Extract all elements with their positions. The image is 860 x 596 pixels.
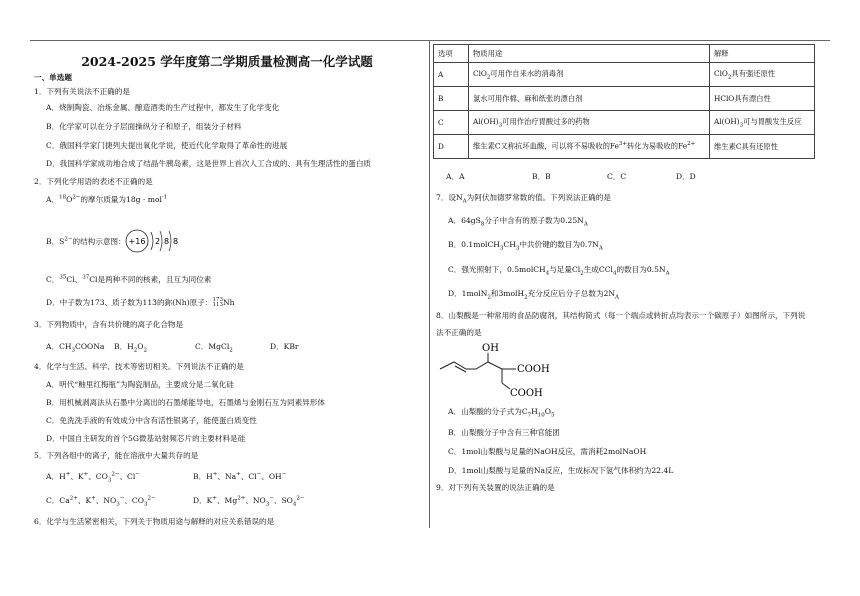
page-title: 2024-2025 学年度第二学期质量检测高一化学试题 <box>81 54 373 69</box>
q9-stem: 9．对下列有关装置的说法正确的是 <box>436 483 555 492</box>
shell-1: 2 <box>155 237 161 246</box>
q4-option-c: C．免洗洗手液的有效成分中含有活性银离子，能使蛋白质变性 <box>46 416 257 425</box>
table-row: A ClO$_2$可用作自来水的消毒剂 ClO$_2$具有强还原性 <box>434 63 815 87</box>
q7-stem: 7．设$N_A$为阿伏加德罗常数的值。下列说法正确的是 <box>436 193 611 205</box>
q3-stem: 3．下列物质中，含有共价键的离子化合物是 <box>34 320 184 329</box>
q2-option-a: A．$^{18}O^{2-}$的摩尔质量为18g · mol$^{-1}$ <box>46 194 168 204</box>
sorbic-acid-structure-diagram <box>436 339 566 401</box>
q5-option-a: A．H+、K+、$CO_3^{2-}$、Cl− <box>46 471 140 484</box>
q2-option-b: B．$S^{2-}$的结构示意图： <box>46 236 126 246</box>
table-header: 选项 <box>434 45 469 63</box>
q6-option-d: D．D <box>676 172 696 181</box>
top-rule <box>30 40 830 41</box>
q4-option-d: D．中国自主研发的首个5G微基站射频芯片的主要材料是硅 <box>46 434 246 443</box>
q6-option-c: C．C <box>607 172 627 181</box>
shell-2: 8 <box>164 237 170 246</box>
sulfide-ion-structure-diagram <box>124 228 184 254</box>
q6-stem: 6．化学与生活紧密相关，下列关于物质用途与解释的对应关系错误的是 <box>34 517 275 526</box>
column-divider <box>429 40 430 528</box>
q7-option-d: D．1molN$_2$和3molH$_2$充分反应后分子总数为$2N_A$ <box>448 289 620 301</box>
q3-option-b: B．$H_2O_2$ <box>114 342 148 354</box>
table-header: 物质用途 <box>469 45 710 63</box>
q1-option-d: D．我国科学家成功地合成了结晶牛胰岛素，这是世界上首次人工合成的、具有生理活性的蛋白质 <box>46 159 372 168</box>
cooh-label-1: COOH <box>517 364 550 375</box>
q8-option-d: D．1mol山梨酸与足量的Na反应，生成标况下氢气体积约为22.4L <box>448 466 674 475</box>
q8-option-b: B．山梨酸分子中含有三种官能团 <box>448 428 560 437</box>
q5-stem: 5．下列各组中的离子，能在溶液中大量共存的是 <box>34 451 199 460</box>
q8-stem-line1: 8．山梨酸是一种常用的食品防腐剂，其结构简式（每一个端点或转折点均表示一个碳原子）如图所示，下列说 <box>436 311 806 320</box>
table-row: D 维生素C又称抗坏血酸，可以将不易吸收的$Fe^{3+}$转化为易吸收的$Fe^{2+}$ 维生素C具有还原性 <box>434 135 815 159</box>
nucleus-charge: +16 <box>128 237 146 246</box>
q8-option-c: C．1mol山梨酸与足量的NaOH反应，需消耗2molNaOH <box>448 447 647 456</box>
q2-option-c: C．$^{35}$Cl、$^{37}$Cl是两种不同的核素，且互为同位素 <box>46 274 212 284</box>
q4-stem: 4．化学与生活、科学、技术等密切相关。下列说法不正确的是 <box>34 362 244 371</box>
q1-option-c: C．俄国科学家门捷列夫提出氧化学说，使近代化学取得了革命性的进展 <box>46 141 288 150</box>
q1-option-a: A．烧制陶瓷、冶炼金属、酿造酒类的生产过程中，都发生了化学变化 <box>46 103 280 112</box>
table-row: B 氯水可用作棉、麻和纸张的漂白剂 HClO具有漂白性 <box>434 87 815 111</box>
table-row: C $Al(OH)_3$可用作治疗胃酸过多的药物 $Al(OH)_3$可与胃酸发生反应 <box>434 111 815 135</box>
q7-option-c: C．强光照射下，0.5molCH$_4$与足量$Cl_2$生成CCl$_4$的数目为$0.5N_A$ <box>448 265 670 277</box>
q5-option-c: C．$Ca^{2+}$、K+、$NO_3^-$、$CO_3^{2-}$ <box>46 495 156 508</box>
table-header: 解释 <box>710 45 815 63</box>
q5-option-b: B．H+、Na+、Cl−、OH− <box>193 471 287 481</box>
q4-option-a: A．明代“釉里红梅瓶”为陶瓷制品，主要成分是二氧化硅 <box>46 380 234 389</box>
q3-option-d: D．KBr <box>270 342 299 351</box>
q1-option-b: B．化学家可以在分子层面操纵分子和原子，组装分子材料 <box>46 122 242 131</box>
q8-option-a: A．山梨酸的分子式为$C_7H_{10}O_5$ <box>448 407 555 419</box>
section-heading: 一、单选题 <box>34 73 72 82</box>
q6-option-a: A．A <box>446 172 465 181</box>
q3-option-a: A．$CH_3COONa$ <box>46 342 105 354</box>
q8-stem-line2: 法不正确的是 <box>436 328 482 337</box>
q2-stem: 2．下列化学用语的表述不正确的是 <box>34 177 153 186</box>
cooh-label-2: COOH <box>510 388 543 399</box>
q7-option-a: A．$64gS_8$分子中含有的原子数为$0.25N_A$ <box>448 216 588 228</box>
q2-option-d: D．中子数为173、质子数为113的鉨(Nh)原子： 173 113 Nh <box>46 296 235 308</box>
q3-option-c: C．MgCl$_2$ <box>195 342 233 354</box>
q5-option-d: D．K+、$Mg^{2+}$、$NO_3^-$、$SO_4^{2-}$ <box>193 495 305 508</box>
q6-option-b: B．B <box>532 172 551 181</box>
q4-option-b: B．用机械剥离法从石墨中分离出的石墨烯能导电，石墨烯与金刚石互为同素异形体 <box>46 398 325 407</box>
q6-table <box>433 44 815 159</box>
q1-stem: 1．下列有关说法不正确的是 <box>34 87 130 96</box>
oh-label: OH <box>482 343 499 354</box>
q7-option-b: B．$0.1molCH_3CH_3$中共价键的数目为$0.7N_A$ <box>448 240 603 252</box>
shell-3: 8 <box>173 237 179 246</box>
